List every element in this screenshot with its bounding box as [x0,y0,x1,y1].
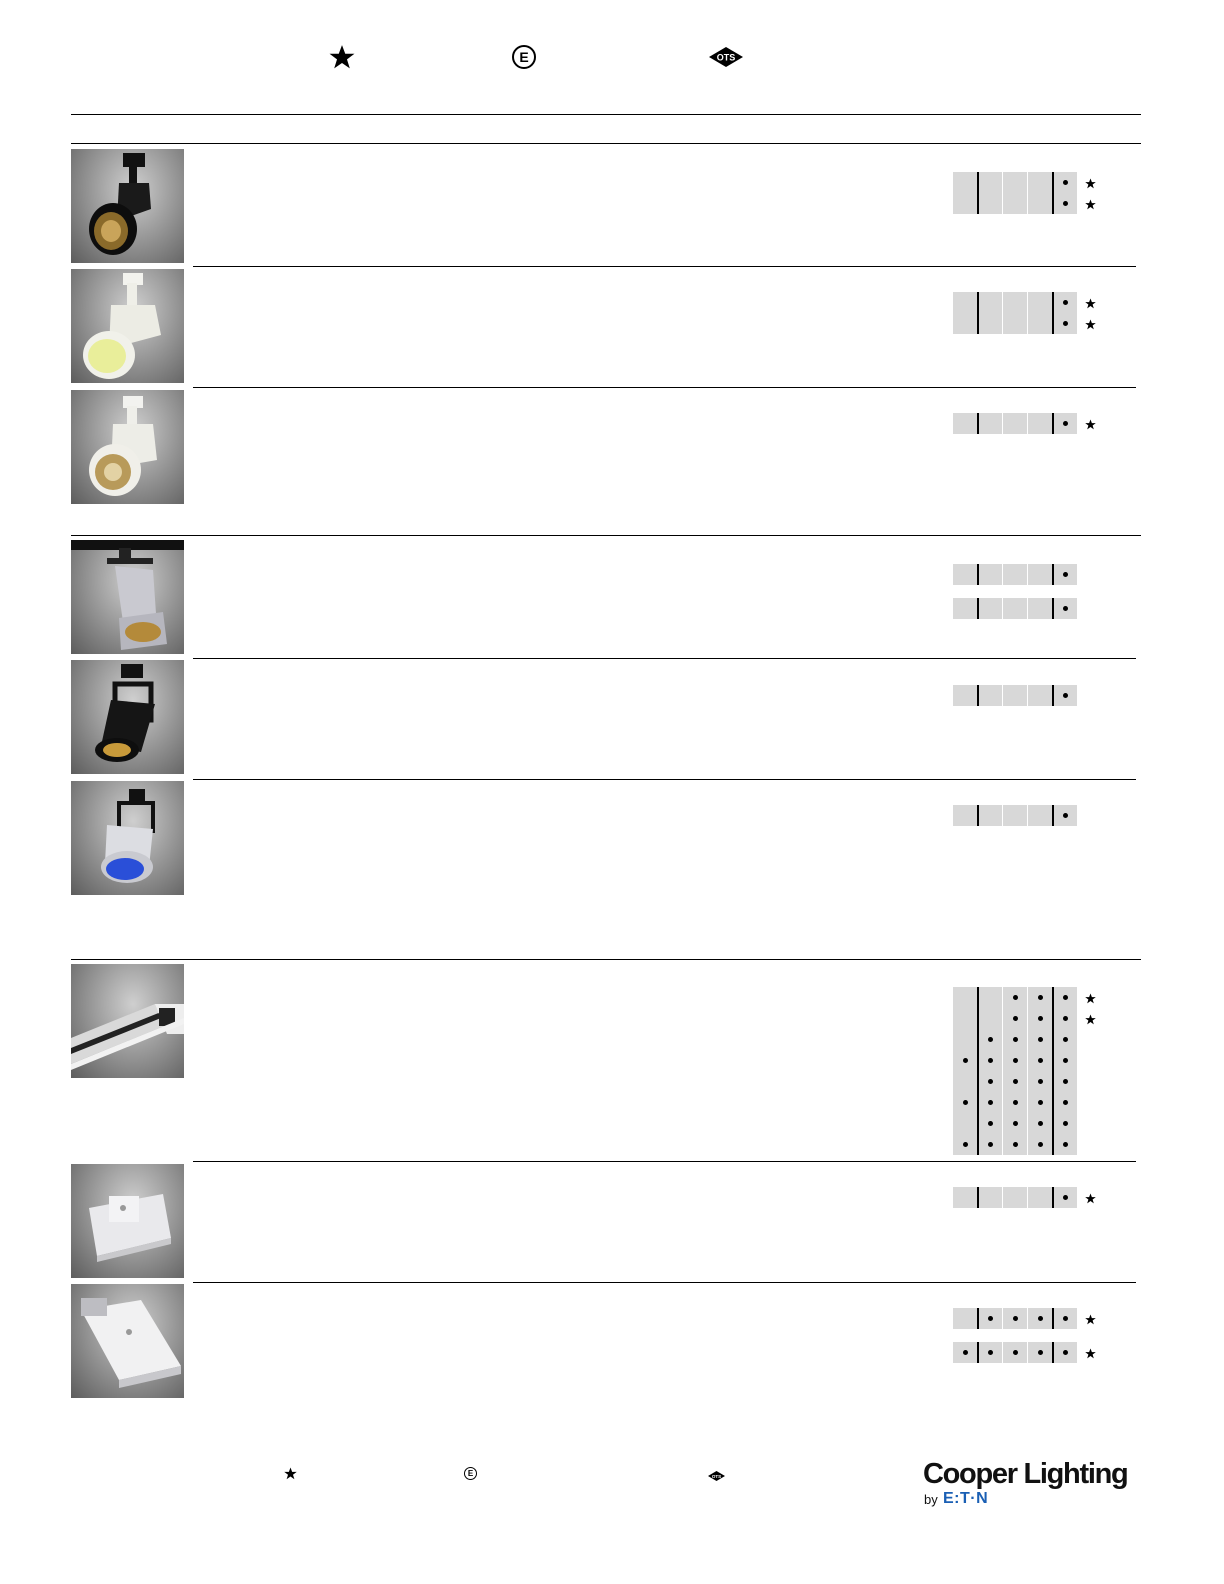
spec-dot [977,1113,1002,1134]
spec-cell [953,1071,977,1092]
spec-cell [953,172,977,193]
spec-row [953,598,1081,619]
product-image-silver-par-can [71,540,184,654]
ots-icon [708,1468,725,1486]
spec-dot [1052,172,1077,193]
spec-row [953,805,1081,826]
spec-row [953,1050,1081,1071]
spec-dot [1052,1342,1077,1363]
spec-dot [1002,1308,1027,1329]
spec-dot [1052,1071,1077,1092]
spec-cell [1002,564,1027,585]
item-divider [193,1161,1136,1162]
spec-cell [977,313,1002,334]
product-image-white-round [71,390,184,504]
spec-cell [1027,805,1052,826]
spec-grid [953,292,1081,334]
spec-cell [1027,1187,1052,1208]
spec-row [953,1029,1081,1050]
spec-cell [1027,413,1052,434]
star-icon [1085,1012,1096,1030]
spec-row [953,564,1081,585]
ots-icon [709,47,743,72]
spec-dot [1052,685,1077,706]
product-image-black-par-can [71,660,184,774]
product-image-live-end-feed [71,1284,184,1398]
spec-cell [977,1008,1002,1029]
star-icon [1085,991,1096,1009]
spec-dot [1027,1342,1052,1363]
spec-dot [1002,1050,1027,1071]
spec-grid [953,685,1081,706]
spec-dot [1052,987,1077,1008]
item-divider [193,779,1136,780]
spec-dot [1052,1029,1077,1050]
spec-cell [977,564,1002,585]
spec-cell [953,987,977,1008]
spec-cell [1002,805,1027,826]
spec-row [953,685,1081,706]
spec-dot [1002,1092,1027,1113]
spec-row [953,413,1081,434]
spec-cell [953,313,977,334]
section-divider [71,535,1141,536]
energy-e-icon [512,45,536,69]
spec-grid [953,564,1081,619]
spec-dot [1002,1029,1027,1050]
spec-dot [1002,1134,1027,1155]
star-icon [1085,417,1096,435]
spec-cell [1027,193,1052,214]
spec-dot [1002,987,1027,1008]
spec-row [953,1308,1081,1329]
spec-dot [1052,292,1077,313]
star-icon [1085,1346,1096,1364]
spec-cell [953,1029,977,1050]
spec-cell [977,413,1002,434]
spec-cell [977,292,1002,313]
spec-cell [953,1308,977,1329]
product-image-black-step-cylinder [71,149,184,263]
spec-grid [953,1187,1081,1208]
product-image-track-connector [71,1164,184,1278]
spec-row [953,313,1081,334]
spec-grid [953,172,1081,214]
item-divider [193,266,1136,267]
spec-dot [1027,1092,1052,1113]
spec-dot [977,1308,1002,1329]
spec-cell [1027,172,1052,193]
spec-dot [1027,1308,1052,1329]
spec-grid [953,805,1081,826]
eaton-logo: E:T·N [943,1490,989,1507]
spec-dot [977,1050,1002,1071]
spec-dot [977,1071,1002,1092]
spec-dot [977,1029,1002,1050]
section-divider [71,959,1141,960]
spec-dot [977,1092,1002,1113]
spec-row [953,1092,1081,1113]
spec-dot [1052,1092,1077,1113]
spec-grid [953,987,1081,1155]
item-divider [193,387,1136,388]
spec-dot [953,1092,977,1113]
product-image-track-section [71,964,184,1078]
spec-cell [1002,413,1027,434]
spec-row [953,1113,1081,1134]
spec-grid [953,1308,1081,1363]
spec-dot [1027,1008,1052,1029]
spec-dot [1027,1113,1052,1134]
spec-dot [1052,805,1077,826]
spec-cell [977,172,1002,193]
spec-dot [1052,413,1077,434]
ots-label: OTS [711,1473,722,1479]
item-divider [193,658,1136,659]
spec-cell [1002,1187,1027,1208]
spec-cell [953,1113,977,1134]
star-icon [329,44,355,70]
spec-cell [977,1187,1002,1208]
spec-cell [1027,564,1052,585]
spec-dot [1052,1113,1077,1134]
spec-row [953,1071,1081,1092]
spec-cell [953,1008,977,1029]
spec-cell [1027,313,1052,334]
spec-row [953,987,1081,1008]
spec-dot [1027,1134,1052,1155]
spec-cell [953,193,977,214]
star-icon [1085,1191,1096,1209]
star-icon [1085,1312,1096,1330]
energy-e-icon [464,1467,477,1480]
spec-dot [1052,564,1077,585]
spec-dot [1027,1050,1052,1071]
spec-cell [953,292,977,313]
logo-by-text: by [924,1492,938,1507]
product-image-silver-par-can-blue-lens [71,781,184,895]
item-divider [193,1282,1136,1283]
energy-e-label: E [467,1469,474,1478]
star-icon [284,1467,297,1480]
spec-dot [1052,1008,1077,1029]
spec-dot [977,1342,1002,1363]
spec-dot [1027,987,1052,1008]
spec-cell [1002,685,1027,706]
spec-dot [953,1050,977,1071]
spec-cell [977,805,1002,826]
spec-dot [953,1134,977,1155]
spec-cell [1002,172,1027,193]
spec-dot [1002,1008,1027,1029]
spec-cell [953,564,977,585]
spec-dot [1052,1187,1077,1208]
spec-cell [1002,193,1027,214]
spec-dot [1027,1071,1052,1092]
spec-dot [1027,1029,1052,1050]
product-image-white-step-cylinder [71,269,184,383]
spec-row [953,1008,1081,1029]
spec-dot [977,1134,1002,1155]
star-icon [1085,317,1096,335]
spec-cell [1002,292,1027,313]
star-icon [1085,296,1096,314]
spec-dot [1002,1113,1027,1134]
spec-cell [1002,313,1027,334]
cooper-lighting-logo: Cooper Lighting [923,1458,1128,1490]
spec-cell [977,685,1002,706]
spec-dot [1002,1342,1027,1363]
star-icon [1085,197,1096,215]
star-icon [1085,176,1096,194]
spec-row [953,1187,1081,1208]
spec-dot [1002,1071,1027,1092]
spec-cell [953,805,977,826]
spec-cell [953,413,977,434]
header-rule-top [71,114,1141,115]
header-rule-bottom [71,143,1141,144]
spec-cell [1027,685,1052,706]
spec-cell [1002,598,1027,619]
spec-dot [1052,193,1077,214]
spec-cell [977,193,1002,214]
spec-dot [1052,598,1077,619]
spec-dot [1052,1134,1077,1155]
spec-cell [1027,598,1052,619]
spec-cell [977,598,1002,619]
spec-cell [1027,292,1052,313]
spec-cell [953,1187,977,1208]
spec-dot [1052,313,1077,334]
spec-cell [977,987,1002,1008]
spec-cell [953,685,977,706]
ots-label: OTS [716,52,736,63]
spec-row [953,1134,1081,1155]
spec-row [953,292,1081,313]
spec-row [953,193,1081,214]
spec-dot [1052,1308,1077,1329]
spec-dot [1052,1050,1077,1071]
spec-cell [953,598,977,619]
energy-e-label: E [519,49,529,65]
spec-row [953,1342,1081,1363]
spec-grid [953,413,1081,434]
spec-row [953,172,1081,193]
spec-dot [953,1342,977,1363]
